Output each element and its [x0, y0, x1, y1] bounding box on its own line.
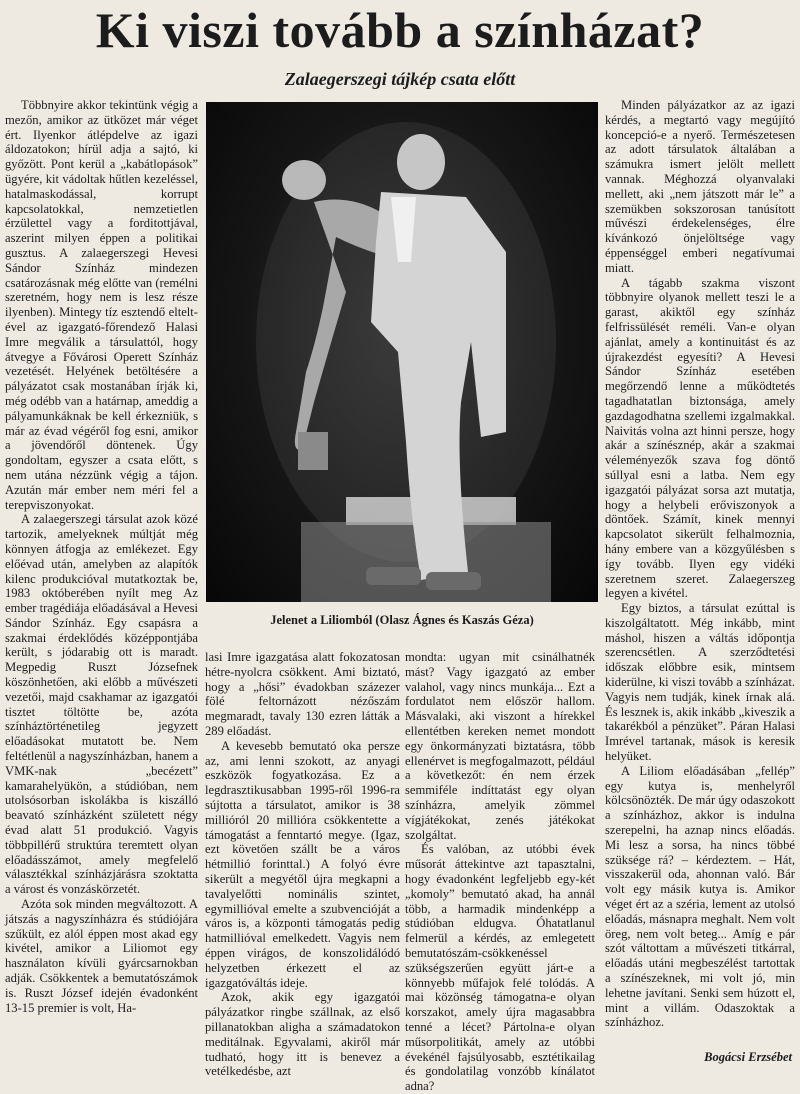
author-signature: Bogácsi Erzsébet	[704, 1050, 792, 1064]
article-column-1	[5, 98, 198, 1066]
paragraph: mondta: ugyan mit csinálhatnék mást? Vagy igazgató az ember valahol, vagy nincs munkája... Ezt a fordulatot nem először hallom. Másvalaki, aki viszont a hírekkel ellentétben kereken nemet mondott egy önkormányzati biztatásra, több ellenérvet is megfogalmazott, például a következőt: én nem érzek semmiféle indíttatást egy olyan színházra, amelyik zömmel vígjátékokat, zenés játékokat szolgáltat.	[405, 650, 595, 842]
paragraph: Minden pályázatkor az az igazi kérdés, a megtartó vagy megújító koncepció-e a nyerő. Természetesen az adott társulatok általában a számukra ismert jelölt mellett vannak. Méghozzá olyanvalaki mellett, aki „nem játszott már le” a szemükben sokszorosan tanúsított művészi érdekelenséges, élre kívánkozó önjelöltsége vagy éppenséggel emberi negatívumai miatt.	[605, 98, 795, 275]
paragraph: lasi Imre igazgatása alatt fokozatosan hétre-nyolcra csökkent. Ami biztató, hogy a „hősi” évadokban százezer fölé feltornázott nézőszám megmaradt, tavaly 130 ezren látták a 289 előadást.	[205, 650, 400, 738]
photo-caption: Jelenet a Liliomból (Olasz Ágnes és Kaszás Géza)	[270, 613, 534, 627]
article-column-4	[605, 98, 795, 1058]
paragraph: Többnyire akkor tekintünk végig a mezőn, amikor az ütközet már véget ért. Ilyenkor átlépdelve az igazi áldozatokon; hírül adja a sajtó, ki győzött. Pont kerül a „kabátlopások” ügyére, kit vádoltak hűtlen kezeléssel, hatalmaskodással, korrupt kapcsolatokkal, nemzetietlen érzülettel vagy a forditottjával, aszerint milyen éppen a politikai gusztus. A zalaegerszegi Hevesi Sándor Színház mindezen csatározásnak még előtte van (remélni szeretném, hogy nem is lesz része ilyenben). Mintegy tíz esztendő elteltével az igazgató-főrendező Halasi Imre megválik a társulattól, hogy átvegye a Fővárosi Operett Színház vezetését. Helyének betöltésére a pályázatot csak mostanában írják ki, még odébb van a határnap, ameddig a pályamunkáknak be kell érkezniük, s már az évad végéről fog esni, amikor a jövendőről döntenek. Úgy gondoltam, egyszer a csata előtt, s nem utána nézzünk végig a tájon. Azután már ember nem méri fel a terepviszonyokat.	[5, 98, 199, 512]
article-column-3	[405, 650, 595, 1094]
paragraph: A kevesebb bemutató oka persze az, ami lenni szokott, az anyagi eszközök fogyatkozása. Ez a legdrasztikusabban 1995-ről 1996-ra sújtotta a társulatot, amikor is 38 millióról 20 millióra csökkentette a támogatást a fenntartó megye. (Igaz, ezt követően szállt be a város hétmillió forinttal.) A folyó évre sikerült a megyétől újra megkapni a tavalyelőtti nominális szintet, egymillióval emelte a szubvencióját a város is, a központi támogatás pedig hatmillióval emelkedett. Vagyis nem éppen virágos, de konszolidálódó helyzetben érkezett el az igazgatóváltás ideje.	[205, 738, 400, 990]
photo-illustration	[206, 102, 598, 602]
article-column-2	[205, 650, 400, 1079]
theatre-photo	[206, 102, 598, 602]
paragraph: A Liliom előadásában „fellép” egy kutya is, menhelyről kölcsönözték. De már úgy odaszokott a színházhoz, akkor is indulna szerepelni, ha aznap nincs előadás. Mi lesz a sorsa, ha nincs többé szüksége rá? – kérdeztem. – Hát, visszakerül oda, ahonnan való. Bár volt egy másik kutya is. Amikor véget ért az a széria, lement az utolsó előadás, másnapra meghalt. Nem volt öreg, nem volt beteg... Amíg e pár szót váltottam a művészeti titkárral, előadás utáni megbeszélést tartottak a színészeknek, mi volt jó, min lehetne javítani. Senki sem húzott el, mint a villám. Odaszoktak a színházhoz.	[605, 763, 795, 1030]
paragraph: És valóban, az utóbbi évek műsorát áttekintve azt tapasztalni, hogy évadonként legfeljebb egy-két „komoly” bemutató akad, ha annál több, a harmadik mindenképp a stúdióban eldugva. Óhatatlanul felmerül a kérdés, az emlegetett bemutatószám-csökkenéssel szükségszerűen együtt járt-e a könnyebb műfajok felé tolódás. A mai közönség támogatna-e olyan korszakot, amely újra magasabbra tenné a lécet? Pártolna-e olyan műsorpolitikát, amely az utóbbi évekénél fajsúlyosabb, esztétikailag és gondolatilag vonzóbb kínálatot adna?	[405, 842, 595, 1094]
subtitle: Zalaegerszegi tájkép csata előtt	[284, 69, 516, 89]
headline: Ki viszi tovább a színházat?	[95, 2, 705, 58]
paragraph: A zalaegerszegi társulat azok közé tartozik, amelyeknek múltját még könnyen átfogja az emlékezet. Egy előévad után, amelyben az alapítók kilenc produkcióval mutatkoztak be, 1983 októberében nyílt meg Az ember tragédiája előadásával a Hevesi Sándor Színház. Egy csapásra a szakmai érdeklődés középpontjába került, s jódarabig ott is maradt. Megpedig Ruszt Józsefnek köszönhetően, aki előbb a művészeti vezetői, majd csakhamar az igazgatói tisztet töltötte be, azóta színháztörténetileg jegyzett előadásokat mutatott be. Nem feltétlenül a nagyszínházban, hanem a VMK-nak „becézett” kamarahelyükön, a stúdióban, nem utolsósorban iskolákba is kiszálló beavató színházként született négy évad alatt 51 produkció. Vagyis többpillérű struktúra teremtett olyan előadásszámot, amely megfelelő választékkal színházjárásra szoktatta a várost és vonzáskörzetét.	[5, 512, 199, 897]
paragraph: A tágabb szakma viszont többnyire olyanok mellett teszi le a garast, akiktől egy színház felfrissülését reméli. Van-e olyan ajánlat, amely a kontinuitást és az újrakezdést egyesíti? A Hevesi Sándor Színház esetében megőrzendő lenne a működtetés tagadhatatlan biztonsága, amely gazdagodhatna szellemi izgalmakkal. Naivitás volna azt hinni persze, hogy akár a színésznép, akár a szakmai véleményezők szava fog döntő súllyal esni a latba. Nem egy igazgatói pályázat sorsa azt mutatja, hogy a helybeli erőviszonyok a döntőek. Számít, kinek mennyi kapcsolatot sikerült felhalmoznia, hány embere van a közgyűlésben s így tovább. Ilyen egy vidéki szeretnem szeret. Zalaegerszeg legyen a kivétel.	[605, 275, 795, 601]
paragraph: Azóta sok minden megváltozott. A játszás a nagyszínházra és stúdiójára szűkült, ez alól éppen most akad egy kivétel, amikor a Liliomot egy használaton kívüli gyárcsarnokban adják. Csökkentek a bemutatószámok is. Ruszt József idején évadonként 13-15 premier is volt, Ha-	[5, 897, 198, 1015]
paragraph: Egy biztos, a társulat ezúttal is kiszolgáltatott. Még inkább, mint máshol, hiszen a váltás időpontja szerencsétlen. A szerződtetési időszak előbbre esik, mintsem kiderülne, ki viszi tovább a színházat. Vagyis nem tudják, kinek írnak alá. És lesznek is, akik inkább „kiveszik a takarékból a pénzüket”. Páran Halasi Imrével tartanak, mások is keresik helyüket.	[605, 601, 795, 764]
paragraph: Azok, akik egy igazgatói pályázatkor ringbe szállnak, az első pillanatokban aligha a számadatokon meditálnak. Egyvalami, akiről már tudható, hogy itt is benevez a vetélkedésbe, azt	[205, 990, 400, 1079]
